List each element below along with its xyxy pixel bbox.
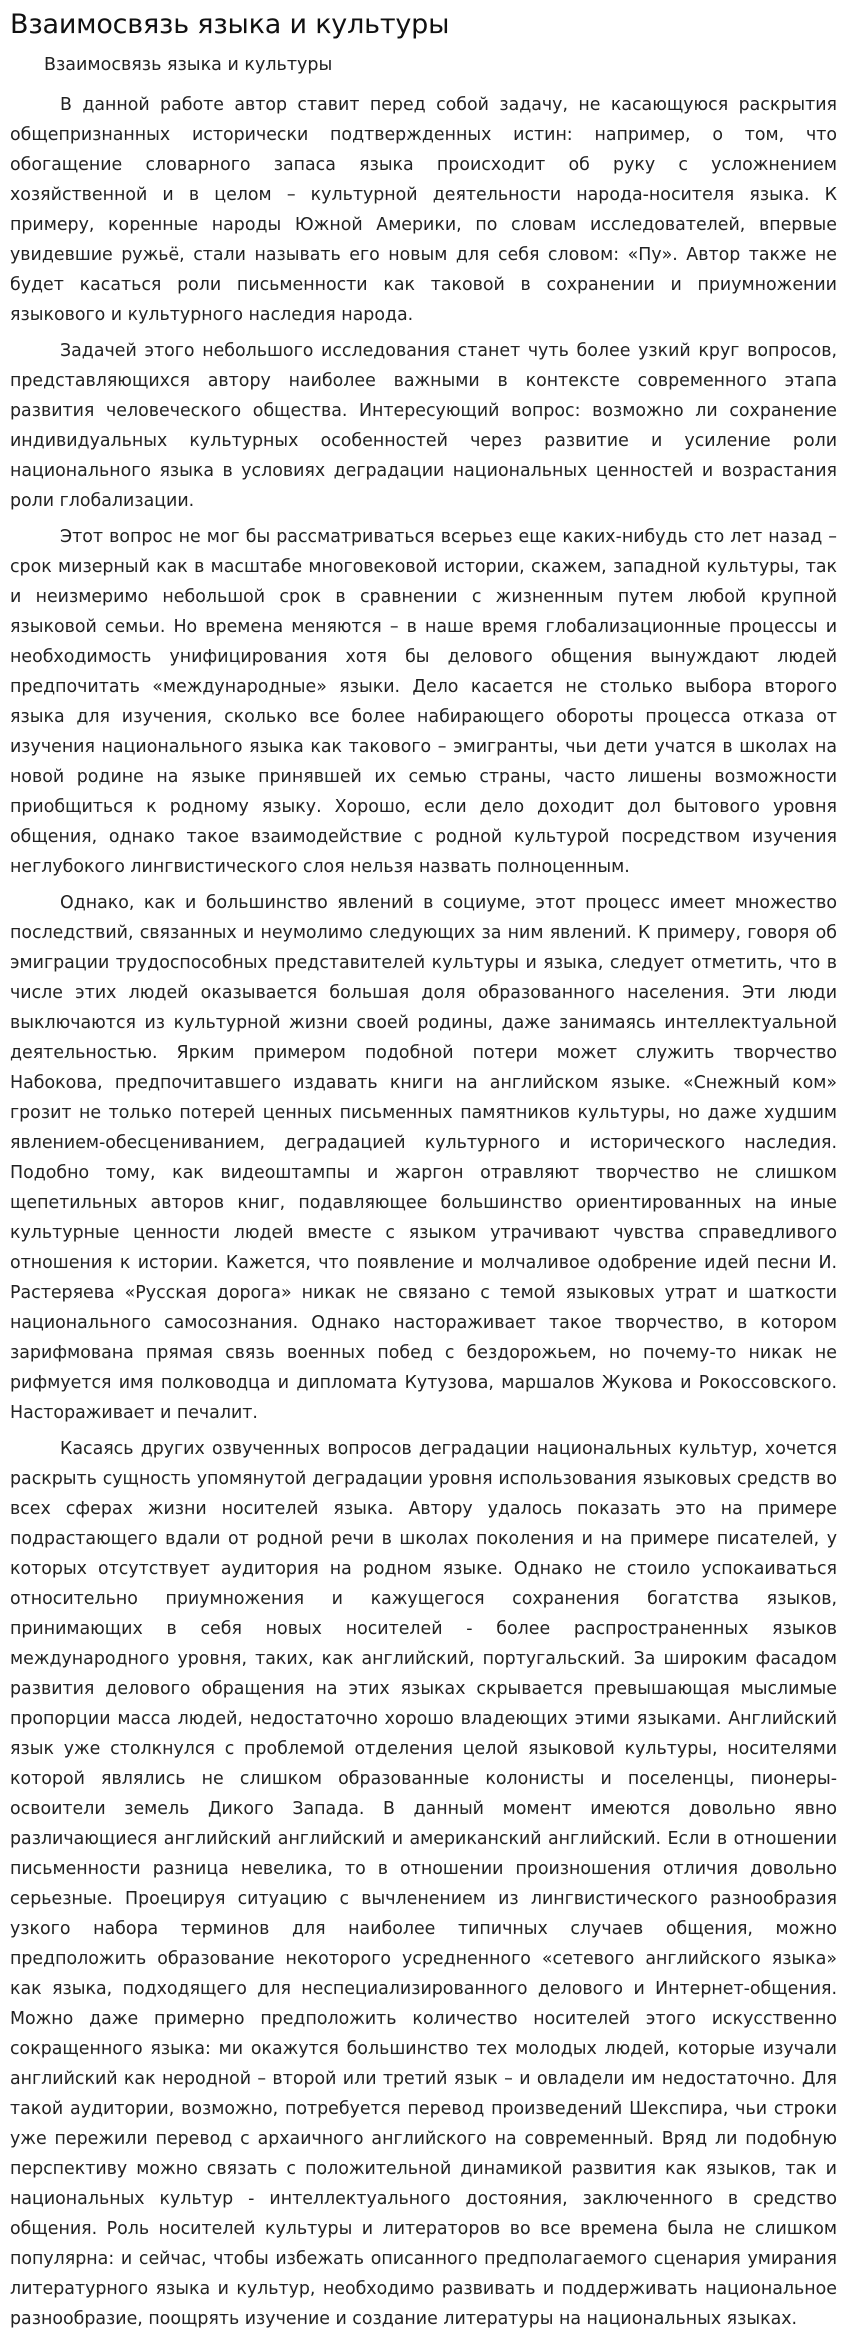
paragraph-1: В данной работе автор ставит перед собой задачу, не касающуюся раскрытия общепризнанных исторически подтвержденных истин: например, о том, что обогащение словарного запаса языка происходит об руку с усложнением хозяйственной и в целом – культурной деятельности народа-носителя языка. К примеру, коренные народы Южной Америки, по словам исследователей, впервые увидевшие ружьё, стали называть его новым для себя словом: «Пу». Автор также не будет касаться роли письменности как таковой в сохранении и приумножении языкового и культурного наследия народа.	[10, 95, 837, 325]
page-title: Взаимосвязь языка и культуры	[10, 9, 450, 40]
paragraph-4: Однако, как и большинство явлений в социуме, этот процесс имеет множество последствий, связанных и неумолимо следующих за ним явлений. К примеру, говоря об эмиграции трудоспособных представителей культуры и языка, следует отметить, что в числе этих людей оказывается большая доля образованного населения. Эти люди выключаются из культурной жизни своей родины, даже занимаясь интеллектуальной деятельностью. Ярким примером подобной потери может служить творчество Набокова, предпочитавшего издавать книги на английском языке. «Снежный ком» грозит не только потерей ценных письменных памятников культуры, но даже худшим явлением-обесцениванием, деградацией культурного и исторического наследия. Подобно тому, как видеоштампы и жаргон отравляют творчество не слишком щепетильных авторов книг, подавляющее большинство ориентированных на иные культурные ценности людей вместе с языком утрачивают чувства справедливого отношения к истории. Кажется, что появление и молчаливое одобрение идей песни И. Растеряева «Русская дорога» никак не связано с темой языковых утрат и шаткости национального самосознания. Однако настораживает такое творчество, в котором зарифмована прямая связь военных побед с бездорожьем, но почему-то никак не рифмуется имя полководца и дипломата Кутузова, маршалов Жукова и Рокоссовского. Настораживает и печалит.	[10, 893, 837, 1423]
paragraph-3: Этот вопрос не мог бы рассматриваться всерьез еще каких-нибудь сто лет назад – срок мизерный как в масштабе многовековой истории, скажем, западной культуры, так и неизмеримо небольшой срок в сравнении с жизненным путем любой крупной языковой семьи. Но времена меняются – в наше время глобализационные процессы и необходимость унифицирования хотя бы делового общения вынуждают людей предпочитать «международные» языки. Дело касается не столько выбора второго языка для изучения, сколько все более набирающего обороты процесса отказа от изучения национального языка как такового – эмигранты, чьи дети учатся в школах на новой родине на языке принявшей их семью страны, часто лишены возможности приобщиться к родному языку. Хорошо, если дело доходит дол бытового уровня общения, однако такое взаимодействие с родной культурой посредством изучения неглубокого лингвистического слоя нельзя назвать полноценным.	[10, 527, 837, 877]
paragraph-5: Касаясь других озвученных вопросов деградации национальных культур, хочется раскрыть сущность упомянутой деградации уровня использования языковых средств во всех сферах жизни носителей языка. Автору удалось показать это на примере подрастающего вдали от родной речи в школах поколения и на примере писателей, у которых отсутствует аудитория на родном языке. Однако не стоило успокаиваться относительно приумножения и кажущегося сохранения богатства языков, принимающих в себя новых носителей - более распространенных языков международного уровня, таких, как английский, португальский. За широким фасадом развития делового обращения на этих языках скрывается превышающая мыслимые пропорции масса людей, недостаточно хорошо владеющих этими языками. Английский язык уже столкнулся с проблемой отделения целой языковой культуры, носителями которой являлись не слишком образованные колонисты и поселенцы, пионеры-освоители земель Дикого Запада. В данный момент имеются довольно явно различающиеся английский английский и американский английский. Если в отношении письменности разница невелика, то в отношении произношения отличия довольно серьезные. Проецируя ситуацию с вычленением из лингвистического разнообразия узкого набора терминов для наиболее типичных случаев общения, можно предположить образование некоторого усредненного «сетевого английского языка» как языка, подходящего для неспециализированного делового и Интернет-общения. Можно даже примерно предположить количество носителей этого искусственно сокращенного языка: ми окажутся большинство тех молодых людей, которые изучали английский как неродной – второй или третий язык – и овладели им недостаточно. Для такой аудитории, возможно, потребуется перевод произведений Шекспира, чьи строки уже пережили перевод с архаичного английского на современный. Вряд ли подобную перспективу можно связать с положительной динамикой развития как языков, так и национальных культур - интеллектуального достояния, заключенного в средство общения. Роль носителей культуры и литераторов во все времена была не слишком популярна: и сейчас, чтобы избежать описанного предполагаемого сценария умирания литературного языка и культур, необходимо развивать и поддерживать национальное разнообразие, поощрять изучение и создание литературы на национальных языках.	[10, 1439, 837, 2329]
article-body	[10, 90, 837, 2334]
article-subtitle: Взаимосвязь языка и культуры	[44, 55, 333, 75]
paragraph-2: Задачей этого небольшого исследования станет чуть более узкий круг вопросов, представляющихся автору наиболее важными в контексте современного этапа развития человеческого общества. Интересующий вопрос: возможно ли сохранение индивидуальных культурных особенностей через развитие и усиление роли национального языка в условиях деградации национальных ценностей и возрастания роли глобализации.	[10, 341, 837, 511]
